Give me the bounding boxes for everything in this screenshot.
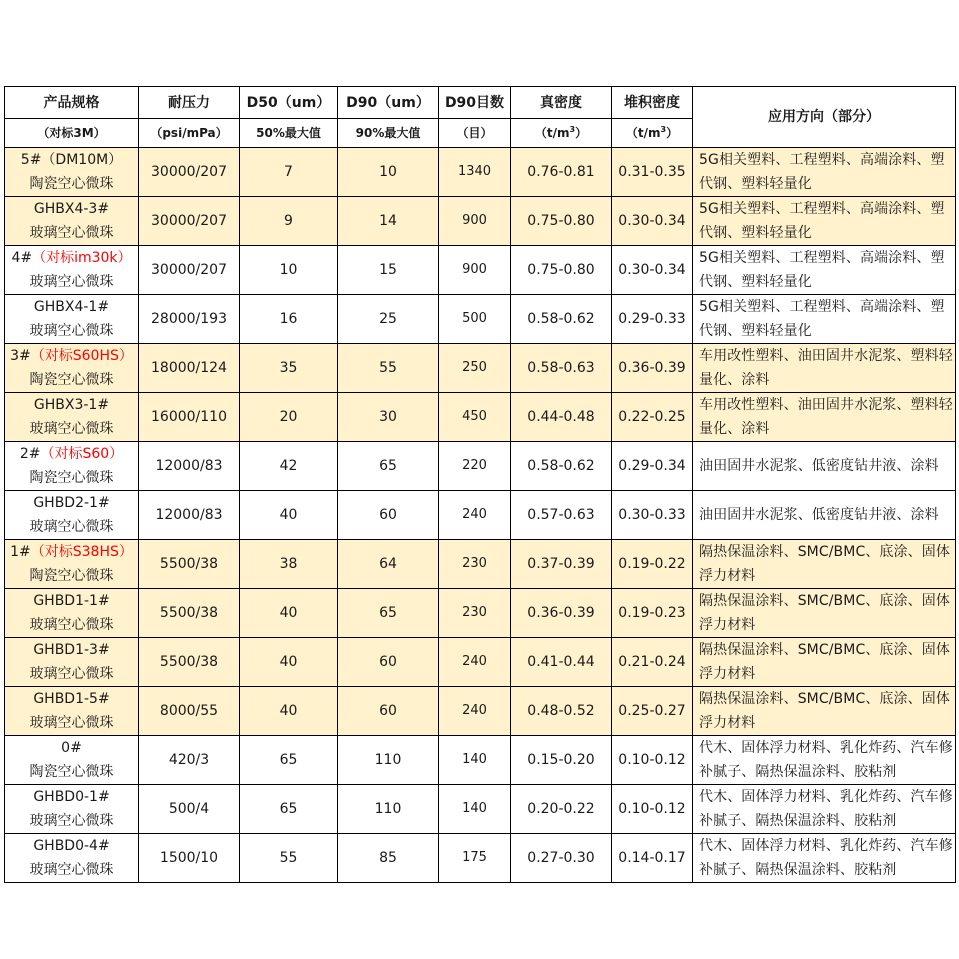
d50-cell: 55: [240, 834, 338, 883]
true-density-cell: 0.37-0.39: [511, 540, 612, 589]
d90-cell: 85: [338, 834, 439, 883]
table-row: [5, 834, 956, 883]
bulk-density-cell: 0.25-0.27: [612, 687, 693, 736]
product-material: 陶瓷空心微珠: [29, 176, 114, 192]
table-row: [5, 638, 956, 687]
competitor-benchmark: （对标S38HS）: [30, 544, 133, 560]
header-true-density-unit: $(t/m^3)$: [511, 119, 612, 148]
application-cell: 5G相关塑料、工程塑料、高端涂料、塑代钢、塑料轻量化: [693, 246, 956, 295]
d50-cell: 65: [240, 736, 338, 785]
true-density-cell: 0.58-0.62: [511, 442, 612, 491]
application-cell: 代木、固体浮力材料、乳化炸药、汽车修补腻子、隔热保温涂料、胶粘剂: [693, 834, 956, 883]
true-density-cell: 0.20-0.22: [511, 785, 612, 834]
application-cell: 隔热保温涂料、SMC/BMC、底涂、固体浮力材料: [693, 540, 956, 589]
mesh-cell: 140: [439, 785, 511, 834]
application-cell: 油田固井水泥浆、低密度钻井液、涂料: [693, 491, 956, 540]
product-material: 陶瓷空心微珠: [29, 568, 114, 584]
product-code: GHBD1-5#: [33, 691, 110, 707]
d90-cell: 64: [338, 540, 439, 589]
d50-cell: 40: [240, 687, 338, 736]
product-code: GHBD1-3#: [33, 642, 110, 658]
d90-cell: 15: [338, 246, 439, 295]
bulk-density-cell: 0.31-0.35: [612, 148, 693, 197]
application-cell: 油田固井水泥浆、低密度钻井液、涂料: [693, 442, 956, 491]
product-material: 玻璃空心微珠: [29, 519, 114, 535]
mesh-cell: 240: [439, 638, 511, 687]
product-name-cell: [5, 785, 139, 834]
true-density-cell: 0.36-0.39: [511, 589, 612, 638]
d50-cell: 20: [240, 393, 338, 442]
application-cell: 5G相关塑料、工程塑料、高端涂料、塑代钢、塑料轻量化: [693, 148, 956, 197]
header-bulk-density-unit: $(t/m^3)$: [612, 119, 693, 148]
pressure-cell: 5500/38: [139, 589, 240, 638]
product-material: 陶瓷空心微珠: [29, 372, 114, 388]
pressure-cell: 28000/193: [139, 295, 240, 344]
d50-cell: 7: [240, 148, 338, 197]
true-density-cell: 0.76-0.81: [511, 148, 612, 197]
product-name-cell: [5, 540, 139, 589]
bulk-density-cell: 0.29-0.33: [612, 295, 693, 344]
product-name-cell: [5, 197, 139, 246]
pressure-cell: 5500/38: [139, 540, 240, 589]
product-material: 玻璃空心微珠: [29, 666, 114, 682]
table-row: [5, 442, 956, 491]
mesh-cell: 175: [439, 834, 511, 883]
application-cell: 代木、固体浮力材料、乳化炸药、汽车修补腻子、隔热保温涂料、胶粘剂: [693, 736, 956, 785]
d90-cell: 14: [338, 197, 439, 246]
product-code: GHBD0-4#: [33, 838, 110, 854]
mesh-cell: 900: [439, 197, 511, 246]
header-bulk-density: 堆积密度: [612, 87, 693, 119]
application-cell: 车用改性塑料、油田固井水泥浆、塑料轻量化、涂料: [693, 344, 956, 393]
product-code: 2#: [19, 446, 41, 462]
bulk-density-cell: 0.21-0.24: [612, 638, 693, 687]
header-d90: D90（um）: [338, 87, 439, 119]
product-material: 陶瓷空心微珠: [29, 470, 114, 486]
table-row: [5, 344, 956, 393]
d50-cell: 38: [240, 540, 338, 589]
d50-cell: 65: [240, 785, 338, 834]
true-density-cell: 0.15-0.20: [511, 736, 612, 785]
true-density-cell: 0.57-0.63: [511, 491, 612, 540]
product-name-cell: [5, 589, 139, 638]
true-density-cell: 0.75-0.80: [511, 197, 612, 246]
product-code: 1#: [10, 544, 31, 560]
product-material: 玻璃空心微珠: [29, 813, 114, 829]
pressure-cell: 500/4: [139, 785, 240, 834]
table-row: [5, 687, 956, 736]
product-name-cell: [5, 638, 139, 687]
product-name-cell: [5, 834, 139, 883]
pressure-cell: 1500/10: [139, 834, 240, 883]
true-density-cell: 0.58-0.63: [511, 344, 612, 393]
table-row: [5, 589, 956, 638]
table-row: [5, 148, 956, 197]
product-material: 玻璃空心微珠: [29, 715, 114, 731]
mesh-cell: 900: [439, 246, 511, 295]
true-density-cell: 0.44-0.48: [511, 393, 612, 442]
header-d90-mesh: D90目数: [439, 87, 511, 119]
pressure-cell: 16000/110: [139, 393, 240, 442]
bulk-density-cell: 0.30-0.33: [612, 491, 693, 540]
bulk-density-cell: 0.10-0.12: [612, 736, 693, 785]
pressure-cell: 12000/83: [139, 442, 240, 491]
product-material: 玻璃空心微珠: [29, 225, 114, 241]
product-name-cell: [5, 246, 139, 295]
product-spec-table: [4, 86, 956, 883]
product-name-cell: [5, 295, 139, 344]
true-density-cell: 0.58-0.62: [511, 295, 612, 344]
pressure-cell: 12000/83: [139, 491, 240, 540]
product-material: 玻璃空心微珠: [29, 323, 114, 339]
product-code: GHBD1-1#: [33, 593, 110, 609]
mesh-cell: 240: [439, 491, 511, 540]
d90-cell: 60: [338, 687, 439, 736]
d50-cell: 40: [240, 589, 338, 638]
bulk-density-cell: 0.30-0.34: [612, 197, 693, 246]
true-density-cell: 0.75-0.80: [511, 246, 612, 295]
product-code: 5#（DM10M）: [20, 152, 123, 168]
pressure-cell: 30000/207: [139, 197, 240, 246]
bulk-density-cell: 0.29-0.34: [612, 442, 693, 491]
table-row: [5, 491, 956, 540]
true-density-cell: 0.41-0.44: [511, 638, 612, 687]
product-material: 陶瓷空心微珠: [29, 764, 114, 780]
d90-cell: 25: [338, 295, 439, 344]
header-row-main: [5, 87, 956, 119]
product-code: GHBD0-1#: [33, 789, 110, 805]
header-product-spec-sub: （对标3M）: [5, 119, 139, 148]
application-cell: 隔热保温涂料、SMC/BMC、底涂、固体浮力材料: [693, 589, 956, 638]
d90-cell: 55: [338, 344, 439, 393]
header-pressure-unit: （psi/mPa）: [139, 119, 240, 148]
product-code: 0#: [61, 740, 82, 756]
header-product-spec: 产品规格: [5, 87, 139, 119]
d90-cell: 65: [338, 442, 439, 491]
product-material: 玻璃空心微珠: [29, 421, 114, 437]
bulk-density-cell: 0.19-0.22: [612, 540, 693, 589]
table-row: [5, 393, 956, 442]
d50-cell: 10: [240, 246, 338, 295]
pressure-cell: 30000/207: [139, 246, 240, 295]
competitor-benchmark: （对标S60HS）: [30, 348, 133, 364]
pressure-cell: 420/3: [139, 736, 240, 785]
table-row: [5, 540, 956, 589]
pressure-cell: 30000/207: [139, 148, 240, 197]
header-d50-sub: 50%最大值: [240, 119, 338, 148]
application-cell: 隔热保温涂料、SMC/BMC、底涂、固体浮力材料: [693, 638, 956, 687]
mesh-cell: 230: [439, 589, 511, 638]
product-name-cell: [5, 687, 139, 736]
header-d50: D50（um）: [240, 87, 338, 119]
d90-cell: 110: [338, 736, 439, 785]
d50-cell: 40: [240, 491, 338, 540]
product-code: GHBX4-3#: [33, 201, 110, 217]
table-row: [5, 785, 956, 834]
true-density-cell: 0.27-0.30: [511, 834, 612, 883]
table-row: [5, 736, 956, 785]
d90-cell: 65: [338, 589, 439, 638]
competitor-benchmark: （对标S60）: [40, 446, 124, 462]
pressure-cell: 18000/124: [139, 344, 240, 393]
product-code: GHBX3-1#: [33, 397, 110, 413]
product-name-cell: [5, 736, 139, 785]
header-d90-sub: 90%最大值: [338, 119, 439, 148]
mesh-cell: 250: [439, 344, 511, 393]
d50-cell: 9: [240, 197, 338, 246]
pressure-cell: 5500/38: [139, 638, 240, 687]
table-row: [5, 295, 956, 344]
header-mesh-unit: （目）: [439, 119, 511, 148]
d50-cell: 16: [240, 295, 338, 344]
bulk-density-cell: 0.14-0.17: [612, 834, 693, 883]
bulk-density-cell: 0.30-0.34: [612, 246, 693, 295]
product-name-cell: [5, 344, 139, 393]
bulk-density-cell: 0.36-0.39: [612, 344, 693, 393]
application-cell: 5G相关塑料、工程塑料、高端涂料、塑代钢、塑料轻量化: [693, 295, 956, 344]
d50-cell: 40: [240, 638, 338, 687]
header-true-density: 真密度: [511, 87, 612, 119]
table-row: [5, 246, 956, 295]
mesh-cell: 140: [439, 736, 511, 785]
product-material: 玻璃空心微珠: [29, 862, 114, 878]
bulk-density-cell: 0.22-0.25: [612, 393, 693, 442]
pressure-cell: 8000/55: [139, 687, 240, 736]
mesh-cell: 240: [439, 687, 511, 736]
bulk-density-cell: 0.10-0.12: [612, 785, 693, 834]
application-cell: 代木、固体浮力材料、乳化炸药、汽车修补腻子、隔热保温涂料、胶粘剂: [693, 785, 956, 834]
application-cell: 5G相关塑料、工程塑料、高端涂料、塑代钢、塑料轻量化: [693, 197, 956, 246]
bulk-density-cell: 0.19-0.23: [612, 589, 693, 638]
table-row: [5, 197, 956, 246]
product-material: 玻璃空心微珠: [29, 617, 114, 633]
mesh-cell: 500: [439, 295, 511, 344]
d50-cell: 35: [240, 344, 338, 393]
mesh-cell: 220: [439, 442, 511, 491]
application-cell: 车用改性塑料、油田固井水泥浆、塑料轻量化、涂料: [693, 393, 956, 442]
header-application: 应用方向（部分）: [693, 87, 956, 148]
product-material: 玻璃空心微珠: [29, 274, 114, 290]
d90-cell: 60: [338, 491, 439, 540]
product-name-cell: [5, 442, 139, 491]
product-code: GHBD2-1#: [33, 495, 110, 511]
product-name-cell: [5, 393, 139, 442]
application-cell: 隔热保温涂料、SMC/BMC、底涂、固体浮力材料: [693, 687, 956, 736]
d50-cell: 42: [240, 442, 338, 491]
mesh-cell: 450: [439, 393, 511, 442]
d90-cell: 60: [338, 638, 439, 687]
product-name-cell: [5, 148, 139, 197]
mesh-cell: 230: [439, 540, 511, 589]
mesh-cell: 1340: [439, 148, 511, 197]
product-code: 4#: [11, 250, 33, 266]
product-name-cell: [5, 491, 139, 540]
product-code: GHBX4-1#: [33, 299, 110, 315]
d90-cell: 110: [338, 785, 439, 834]
d90-cell: 10: [338, 148, 439, 197]
product-code: 3#: [10, 348, 31, 364]
competitor-benchmark: （对标im30k）: [32, 250, 132, 266]
header-pressure: 耐压力: [139, 87, 240, 119]
d90-cell: 30: [338, 393, 439, 442]
true-density-cell: 0.48-0.52: [511, 687, 612, 736]
